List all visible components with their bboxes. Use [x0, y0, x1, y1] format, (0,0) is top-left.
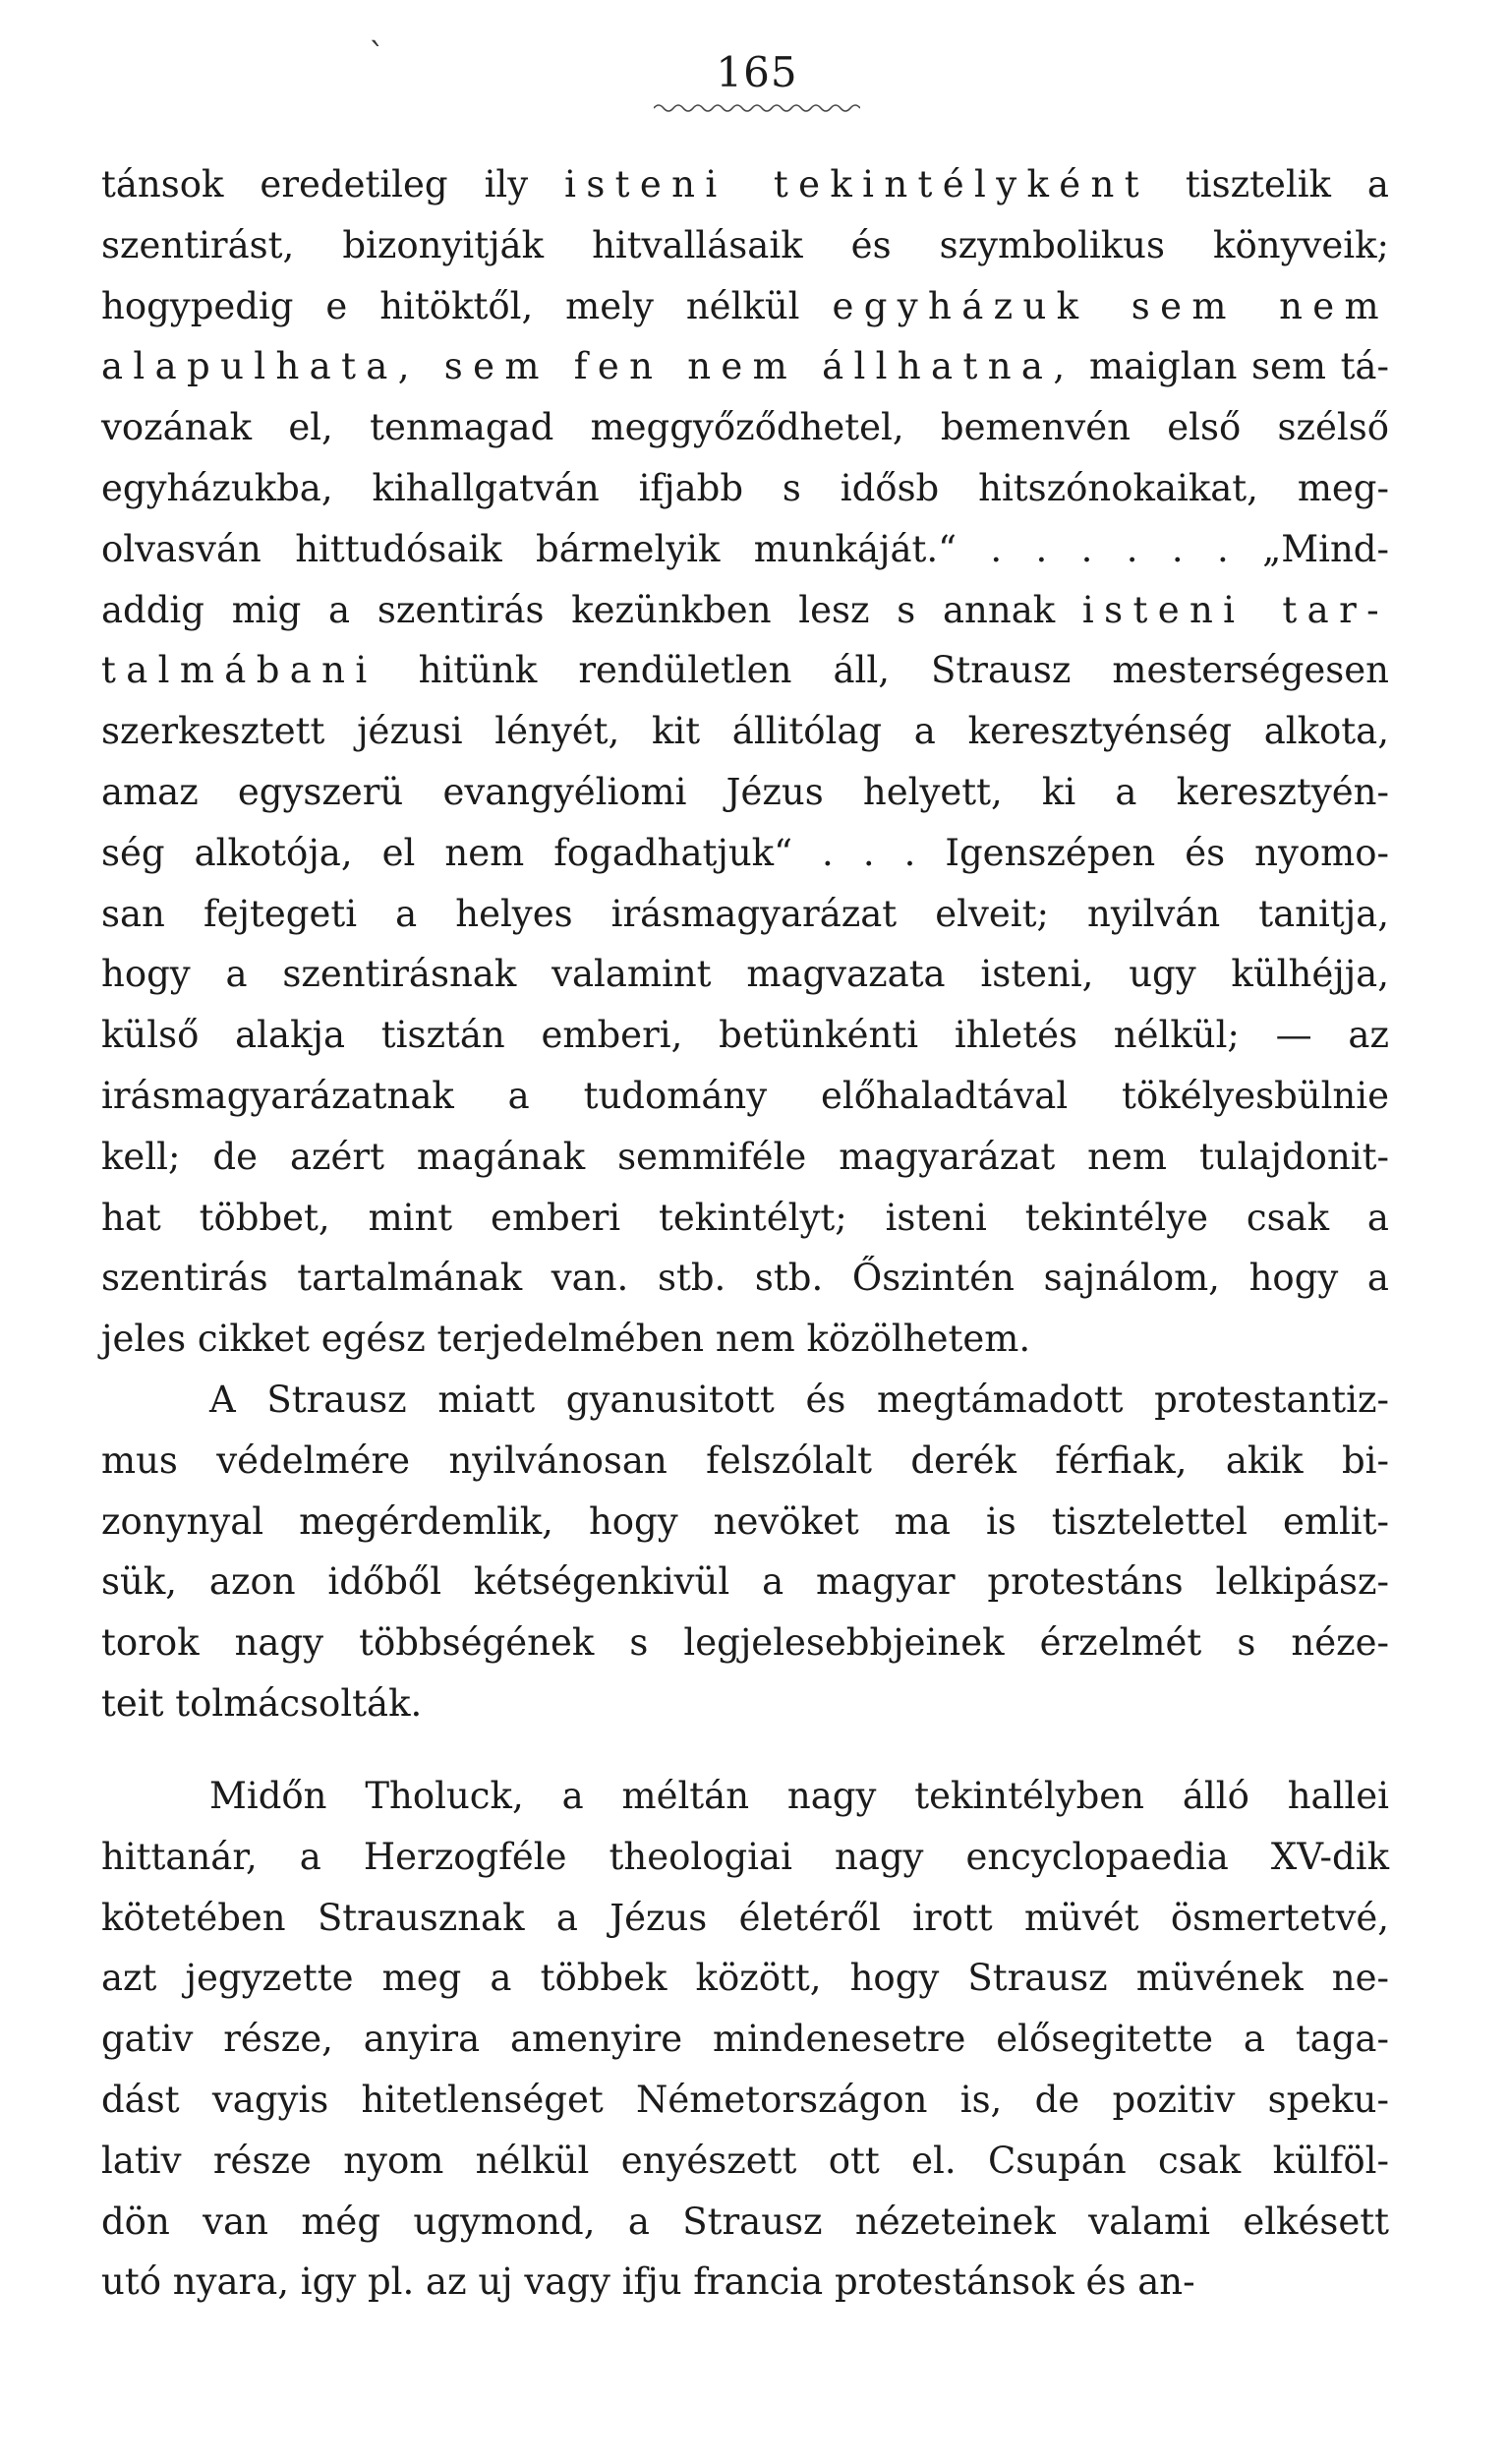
- text-segment: irásmagyarázatnak a tudomány előhaladtával tökélyesbülnie: [101, 1074, 1389, 1117]
- text-line: [101, 701, 1389, 762]
- text-segment: Midőn Tholuck, a méltán nagy tekintélyben álló hallei: [209, 1775, 1389, 1817]
- wavy-rule-ornament: [654, 101, 860, 115]
- text-line: [101, 1005, 1389, 1066]
- text-line: [101, 2252, 1389, 2313]
- text-segment: teit tolmácsolták.: [101, 1681, 423, 1725]
- text-segment: addig mig a szentirás kezünkben lesz s annak: [101, 588, 1082, 631]
- text-segment: tisztelik a: [1148, 163, 1389, 205]
- text-segment: szentirást, bizonyitják hitvallásaik és szymbolikus könyveik;: [101, 223, 1389, 266]
- text-line: [101, 519, 1389, 580]
- text-segment: hittanár, a Herzogféle theologiai nagy encyclopaedia XV-dik: [101, 1835, 1389, 1878]
- text-segment: jeles cikket egész terjedelmében nem közölhetem.: [101, 1318, 1031, 1361]
- text-line: [101, 1309, 1389, 1370]
- text-line: [101, 1066, 1389, 1127]
- text-line: [101, 1492, 1389, 1553]
- text-line: [101, 215, 1389, 276]
- text-line: [101, 1766, 1389, 1827]
- text-line: [101, 2070, 1389, 2131]
- top-mark: `: [369, 36, 385, 76]
- text-line: [101, 2192, 1389, 2253]
- text-segment: kell; de azért magának semmiféle magyarázat nem tulajdonit-: [101, 1135, 1389, 1178]
- text-segment: lativ része nyom nélkül enyészett ott el. Csupán csak külföl-: [101, 2139, 1389, 2182]
- text-line: [101, 2009, 1389, 2070]
- emphasized-text: talmábani: [101, 649, 377, 692]
- text-line: [101, 1248, 1389, 1309]
- text-segment: zonynyal megérdemlik, hogy nevöket ma is tisztelettel emlit-: [101, 1499, 1389, 1543]
- text-line: [101, 1888, 1389, 1949]
- text-line: [101, 1127, 1389, 1188]
- text-segment: amaz egyszerü evangyéliomi Jézus helyett, ki a keresztyén-: [101, 770, 1389, 813]
- text-block-top: [101, 154, 1389, 1734]
- text-segment: torok nagy többségének s legjelesebbjeinek érzelmét s néze-: [101, 1621, 1389, 1665]
- text-line: [101, 154, 1389, 215]
- text-segment: mus védelmére nyilvánosan felszólalt derék férfiak, akik bi-: [101, 1438, 1389, 1482]
- text-line: [101, 1613, 1389, 1673]
- text-line: [101, 884, 1389, 945]
- text-segment: külső alakja tisztán emberi, betünkénti ihletés nélkül; — az: [101, 1014, 1389, 1057]
- text-line: [101, 397, 1389, 458]
- emphasized-text: alapulhata, sem fen nem állhatna,: [101, 345, 1075, 388]
- text-line: [101, 1948, 1389, 2009]
- paragraph: [101, 154, 1389, 1370]
- text-segment: dön van még ugymond, a Strausz nézeteinek valami elkésett: [101, 2200, 1389, 2243]
- text-line: [101, 1188, 1389, 1249]
- text-segment: olvasván hittudósaik bármelyik munkáját.“ . . . . . . „Mind-: [101, 527, 1389, 570]
- text-segment: maiglan sem tá-: [1074, 345, 1389, 388]
- text-line: [101, 458, 1389, 519]
- text-line: [101, 276, 1389, 337]
- text-segment: san fejtegeti a helyes irásmagyarázat elveit; nyilván tanitja,: [101, 892, 1389, 935]
- text-line: [101, 823, 1389, 884]
- text-segment: kötetében Strausznak a Jézus életéről irott müvét ösmertetvé,: [101, 1896, 1389, 1939]
- text-line: [101, 762, 1389, 823]
- text-segment: utó nyara, igy pl. az uj vagy ifju francia protestánsok és an-: [101, 2260, 1195, 2304]
- text-segment: szerkesztett jézusi lényét, kit állitólag a keresztyénség alkota,: [101, 710, 1389, 753]
- text-line: [101, 1673, 1389, 1734]
- text-segment: hogy a szentirásnak valamint magvazata isteni, ugy külhéjja,: [101, 953, 1389, 996]
- text-line: [101, 1370, 1389, 1431]
- page-number: 165: [716, 48, 798, 96]
- text-segment: A Strausz miatt gyanusitott és megtámadott protestantiz-: [209, 1378, 1389, 1421]
- text-segment: sük, azon időből kétségenkivül a magyar protestáns lelkipász-: [101, 1560, 1389, 1604]
- text-segment: ség alkotója, el nem fogadhatjuk“ . . . Igenszépen és nyomo-: [101, 831, 1389, 874]
- text-line: [101, 2131, 1389, 2192]
- text-line: [101, 580, 1389, 641]
- text-segment: hitünk rendületlen áll, Strausz mesterségesen: [377, 649, 1389, 692]
- text-line: [101, 336, 1389, 397]
- text-line: [101, 1827, 1389, 1888]
- text-segment: dást vagyis hitetlenséget Németországon is, de pozitiv speku-: [101, 2078, 1389, 2121]
- paragraph: [101, 1766, 1389, 2313]
- emphasized-text: isteni tar-: [1081, 588, 1389, 631]
- text-segment: szentirás tartalmának van. stb. stb. Őszintén sajnálom, hogy a: [101, 1257, 1389, 1300]
- text-line: [101, 1431, 1389, 1492]
- text-line: [101, 640, 1389, 701]
- emphasized-text: isteni tekintélyként: [564, 163, 1149, 205]
- text-block-bottom: [101, 1766, 1389, 2313]
- text-segment: azt jegyzette meg a többek között, hogy Strausz müvének ne-: [101, 1957, 1389, 2000]
- text-line: [101, 1552, 1389, 1613]
- paragraph: [101, 1370, 1389, 1734]
- text-segment: tánsok eredetileg ily: [101, 163, 565, 205]
- text-segment: gativ része, anyira amenyire mindenesetre elősegitette a taga-: [101, 2018, 1389, 2061]
- emphasized-text: egyházuk sem nem: [832, 284, 1389, 327]
- text-segment: egyházukba, kihallgatván ifjabb s idősb hitszónokaikat, meg-: [101, 466, 1389, 509]
- text-segment: hogypedig e hitöktől, mely nélkül: [101, 284, 833, 327]
- text-line: [101, 944, 1389, 1005]
- text-segment: vozának el, tenmagad meggyőződhetel, bemenvén első szélső: [101, 406, 1389, 449]
- text-segment: hat többet, mint emberi tekintélyt; isteni tekintélye csak a: [101, 1196, 1389, 1239]
